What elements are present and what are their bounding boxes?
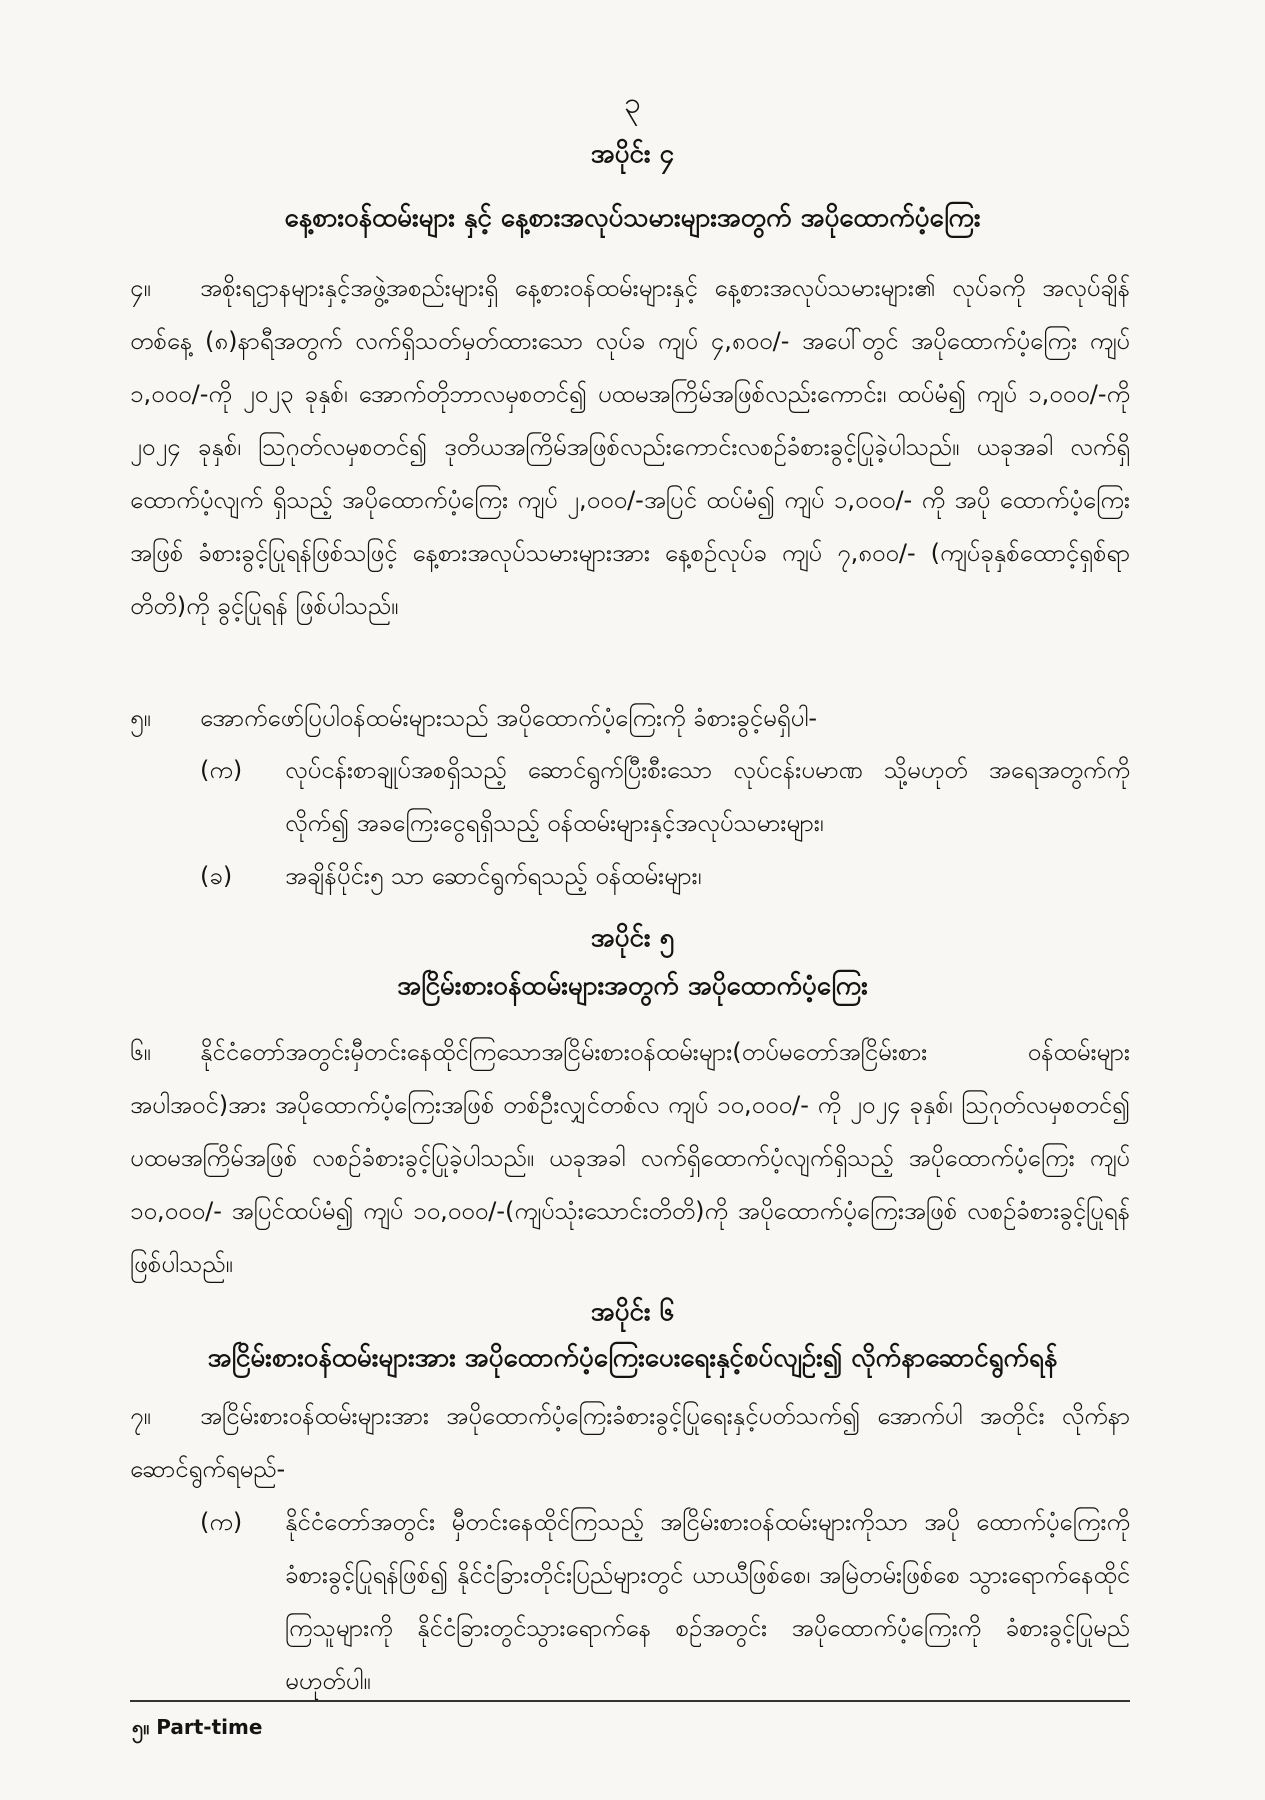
paragraph-7-text: အငြိမ်းစားဝန်ထမ်းများအား အပိုထောက်ပံ့ကြေးခံစားခွင့်ပြုရေးနှင့်ပတ်သက်၍ အောက်ပါ အတိုင်း လိုက်နာဆောင်ရွက်ရမည်- [130, 1402, 1130, 1483]
paragraph-6-text: နိုင်ငံတော်အတွင်းမှီတင်းနေထိုင်ကြသောအငြိမ်းစားဝန်ထမ်းများ(တပ်မတော်အငြိမ်းစား ဝန်ထမ်းများအပါအဝင်)အား အပိုထောက်ပံ့ကြေးအဖြစ် တစ်ဦးလျှင်တစ်လ ကျပ် ၁၀,၀၀၀/- ကို ၂၀၂၄ ခုနှစ်၊ ဩဂုတ်လမှစတင်၍ ပထမအကြိမ်အဖြစ် လစဉ်ခံစားခွင့်ပြုခဲ့ပါသည်။ ယခုအခါ လက်ရှိထောက်ပံ့လျက်ရှိသည့် အပိုထောက်ပံ့ကြေး ကျပ် ၁၀,၀၀၀/- အပြင်ထပ်မံ၍ ကျပ် ၁၀,၀၀၀/-(ကျပ်သုံးသောင်းတိတိ)ကို အပိုထောက်ပံ့ကြေးအဖြစ် လစဉ်ခံစားခွင့်ပြုရန် ဖြစ်ပါသည်။ [130, 1038, 1130, 1278]
chapter-5-title: အငြိမ်းစားဝန်ထမ်းများအတွက် အပိုထောက်ပံ့ကြေး [397, 971, 868, 1001]
paragraph-6 [130, 1026, 1130, 1291]
paragraph-7-number: ၇။ [130, 1402, 151, 1430]
item-marker: (ခ) [200, 862, 233, 890]
item-text: အချိန်ပိုင်း၅ သာ ဆောင်ရွက်ရသည့် ဝန်ထမ်းများ၊ [285, 862, 702, 890]
paragraph-4-text: အစိုးရဌာနများနှင့်အဖွဲ့အစည်းများရှိ နေ့စားဝန်ထမ်းများနှင့် နေ့စားအလုပ်သမားများ၏ လုပ်ခကို အလုပ်ချိန် တစ်နေ့ (၈)နာရီအတွက် လက်ရှိသတ်မှတ်ထားသော လုပ်ခ ကျပ် ၄,၈၀၀/- အပေါ်တွင် အပိုထောက်ပံ့ကြေး ကျပ် ၁,၀၀၀/-ကို ၂၀၂၃ ခုနှစ်၊ အောက်တိုဘာလမှစတင်၍ ပထမအကြိမ်အဖြစ်လည်းကောင်း၊ ထပ်မံ၍ ကျပ် ၁,၀၀၀/-ကို ၂၀၂၄ ခုနှစ်၊ ဩဂုတ်လမှစတင်၍ ဒုတိယအကြိမ်အဖြစ်လည်းကောင်းလစဉ်ခံစားခွင့်ပြုခဲ့ပါသည်။ ယခုအခါ လက်ရှိထောက်ပံ့လျက် ရှိသည့် အပိုထောက်ပံ့ကြေး ကျပ် ၂,၀၀၀/-အပြင် ထပ်မံ၍ ကျပ် ၁,၀၀၀/- ကို အပို ထောက်ပံ့ကြေး အဖြစ် ခံစားခွင့်ပြုရန်ဖြစ်သဖြင့် နေ့စားအလုပ်သမားများအား နေ့စဉ်လုပ်ခ ကျပ် ၇,၈၀၀/- (ကျပ်ခုနှစ်ထောင့်ရှစ်ရာတိတိ)ကို ခွင့်ပြုရန် ဖြစ်ပါသည်။ [130, 274, 1130, 620]
paragraph-5 [130, 692, 1130, 745]
paragraph-6-number: ၆။ [130, 1038, 151, 1066]
paragraph-5-text: အောက်ဖော်ပြပါဝန်ထမ်းများသည် အပိုထောက်ပံ့ကြေးကို ခံစားခွင့်မရှိပါ- [200, 704, 818, 732]
item-text: လုပ်ငန်းစာချုပ်အစရှိသည့် ဆောင်ရွက်ပြီးစီးသော လုပ်ငန်းပမာဏ သို့မဟုတ် အရေအတွက်ကိုလိုက်၍ အခကြေးငွေရရှိသည့် ဝန်ထမ်းများနှင့်အလုပ်သမားများ၊ [285, 756, 1130, 837]
paragraph-7-item-ka [200, 1496, 1130, 1708]
chapter-5-label: အပိုင်း ၅ [590, 923, 675, 953]
item-text: နိုင်ငံတော်အတွင်း မှီတင်းနေထိုင်ကြသည့် အငြိမ်းစားဝန်ထမ်းများကိုသာ အပို ထောက်ပံ့ကြေးကို ခံစားခွင့်ပြုရန်ဖြစ်၍ နိုင်ငံခြားတိုင်းပြည်များတွင် ယာယီဖြစ်စေ၊ အမြဲတမ်းဖြစ်စေ သွားရောက်နေထိုင်ကြသူများကို နိုင်ငံခြားတွင်သွားရောက်နေ စဉ်အတွင်း အပိုထောက်ပံ့ကြေးကို ခံစားခွင့်ပြုမည် မဟုတ်ပါ။ [285, 1508, 1130, 1695]
paragraph-5-item-kha [200, 850, 1130, 903]
footnote-divider [130, 1700, 1130, 1702]
item-marker: (က) [200, 756, 243, 784]
page-number: ၃ [624, 86, 641, 121]
chapter-4-title: နေ့စားဝန်ထမ်းများ နှင့် နေ့စားအလုပ်သမားများအတွက် အပိုထောက်ပံ့ကြေး [284, 203, 981, 233]
paragraph-7 [130, 1390, 1130, 1496]
paragraph-4-number: ၄။ [130, 274, 151, 302]
item-marker: (က) [200, 1508, 243, 1536]
chapter-4-label: အပိုင်း ၄ [590, 139, 675, 169]
chapter-6-label: အပိုင်း ၆ [590, 1297, 675, 1327]
paragraph-4 [130, 262, 1130, 633]
footnote: ၅။ Part-time [132, 1715, 263, 1739]
paragraph-5-item-ka [200, 744, 1130, 850]
paragraph-5-number: ၅။ [130, 704, 151, 732]
chapter-6-title: အငြိမ်းစားဝန်ထမ်းများအား အပိုထောက်ပံ့ကြေးပေးရေးနှင့်စပ်လျဉ်း၍ လိုက်နာဆောင်ရွက်ရန် [207, 1343, 1058, 1373]
